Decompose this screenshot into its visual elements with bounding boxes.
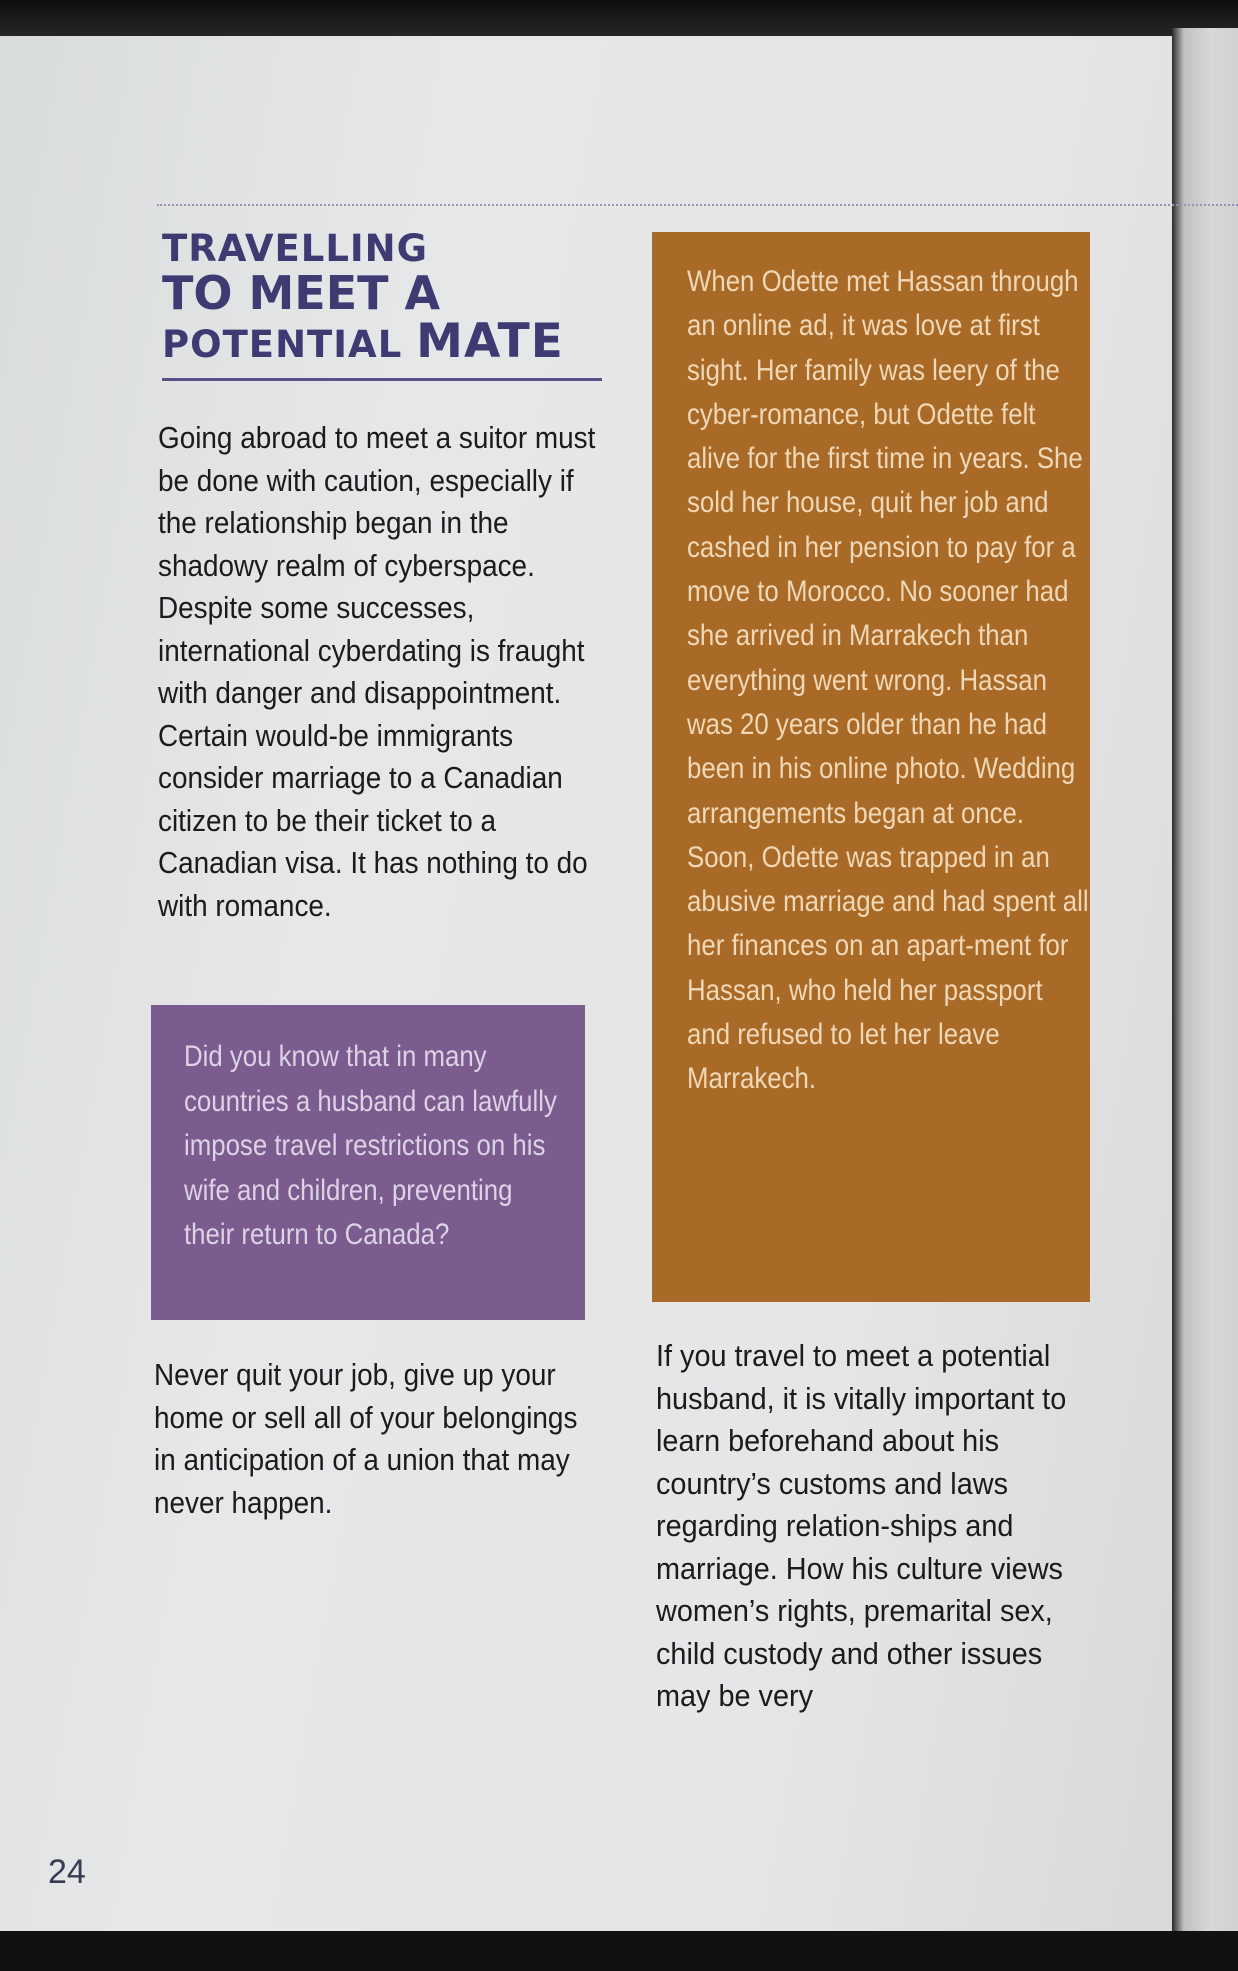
scan-bottom-edge [0,1931,1238,1971]
next-page-edge [1172,28,1238,1933]
did-you-know-text: Did you know that in many countries a husband can lawfully impose travel restrictions on his wife and children, preventing their return to Canada? [184,1040,557,1251]
section-heading [162,227,602,370]
section-divider [157,204,1238,206]
did-you-know-box [151,1005,585,1320]
heading-line-3-small: POTENTIAL [162,323,403,367]
travel-paragraph: If you travel to meet a potential husband, it is vitally important to learn beforehand about his country’s customs and laws regarding relation-ships and marriage. How his culture views women’s rights, premarital sex, child custody and other issues may be very [656,1338,1067,1713]
heading-line-3 [162,314,602,370]
heading-line-2: TO MEET A [162,265,441,320]
intro-paragraph: Going abroad to meet a suitor must be done with caution, especially if the relationship began in the shadowy realm of cyberspace. Despite some successes, international cyberdating is fraught with danger and disappointment. Certain would-be immigrants consider marriage to a Canadian citizen to be their ticket to a Canadian visa. It has nothing to do with romance. [158,420,596,923]
heading-line-3-big: MATE [416,314,564,370]
heading-underline [162,378,602,381]
story-box [652,232,1090,1302]
heading-line-1: TRAVELLING [162,227,429,270]
story-text: When Odette met Hassan through an online ad, it was love at first sight. Her family was leery of the cyber-romance, but Odette felt alive for the first time in years. She sold her house, quit her job and cashed in her pension to pay for a move to Morocco. No sooner had she arrived in Marrakech than everything went wrong. Hassan was 20 years older than he had been in his online photo. Wedding arrangements began at once. Soon, Odette was trapped in an abusive marriage and had spent all her finances on an apart-ment for Hassan, who held her passport and refused to let her leave Marrakech. [687,265,1089,1096]
advice-paragraph: Never quit your job, give up your home or sell all of your belongings in anticipation of a union that may never happen. [154,1357,578,1520]
page-number: 24 [48,1853,86,1891]
